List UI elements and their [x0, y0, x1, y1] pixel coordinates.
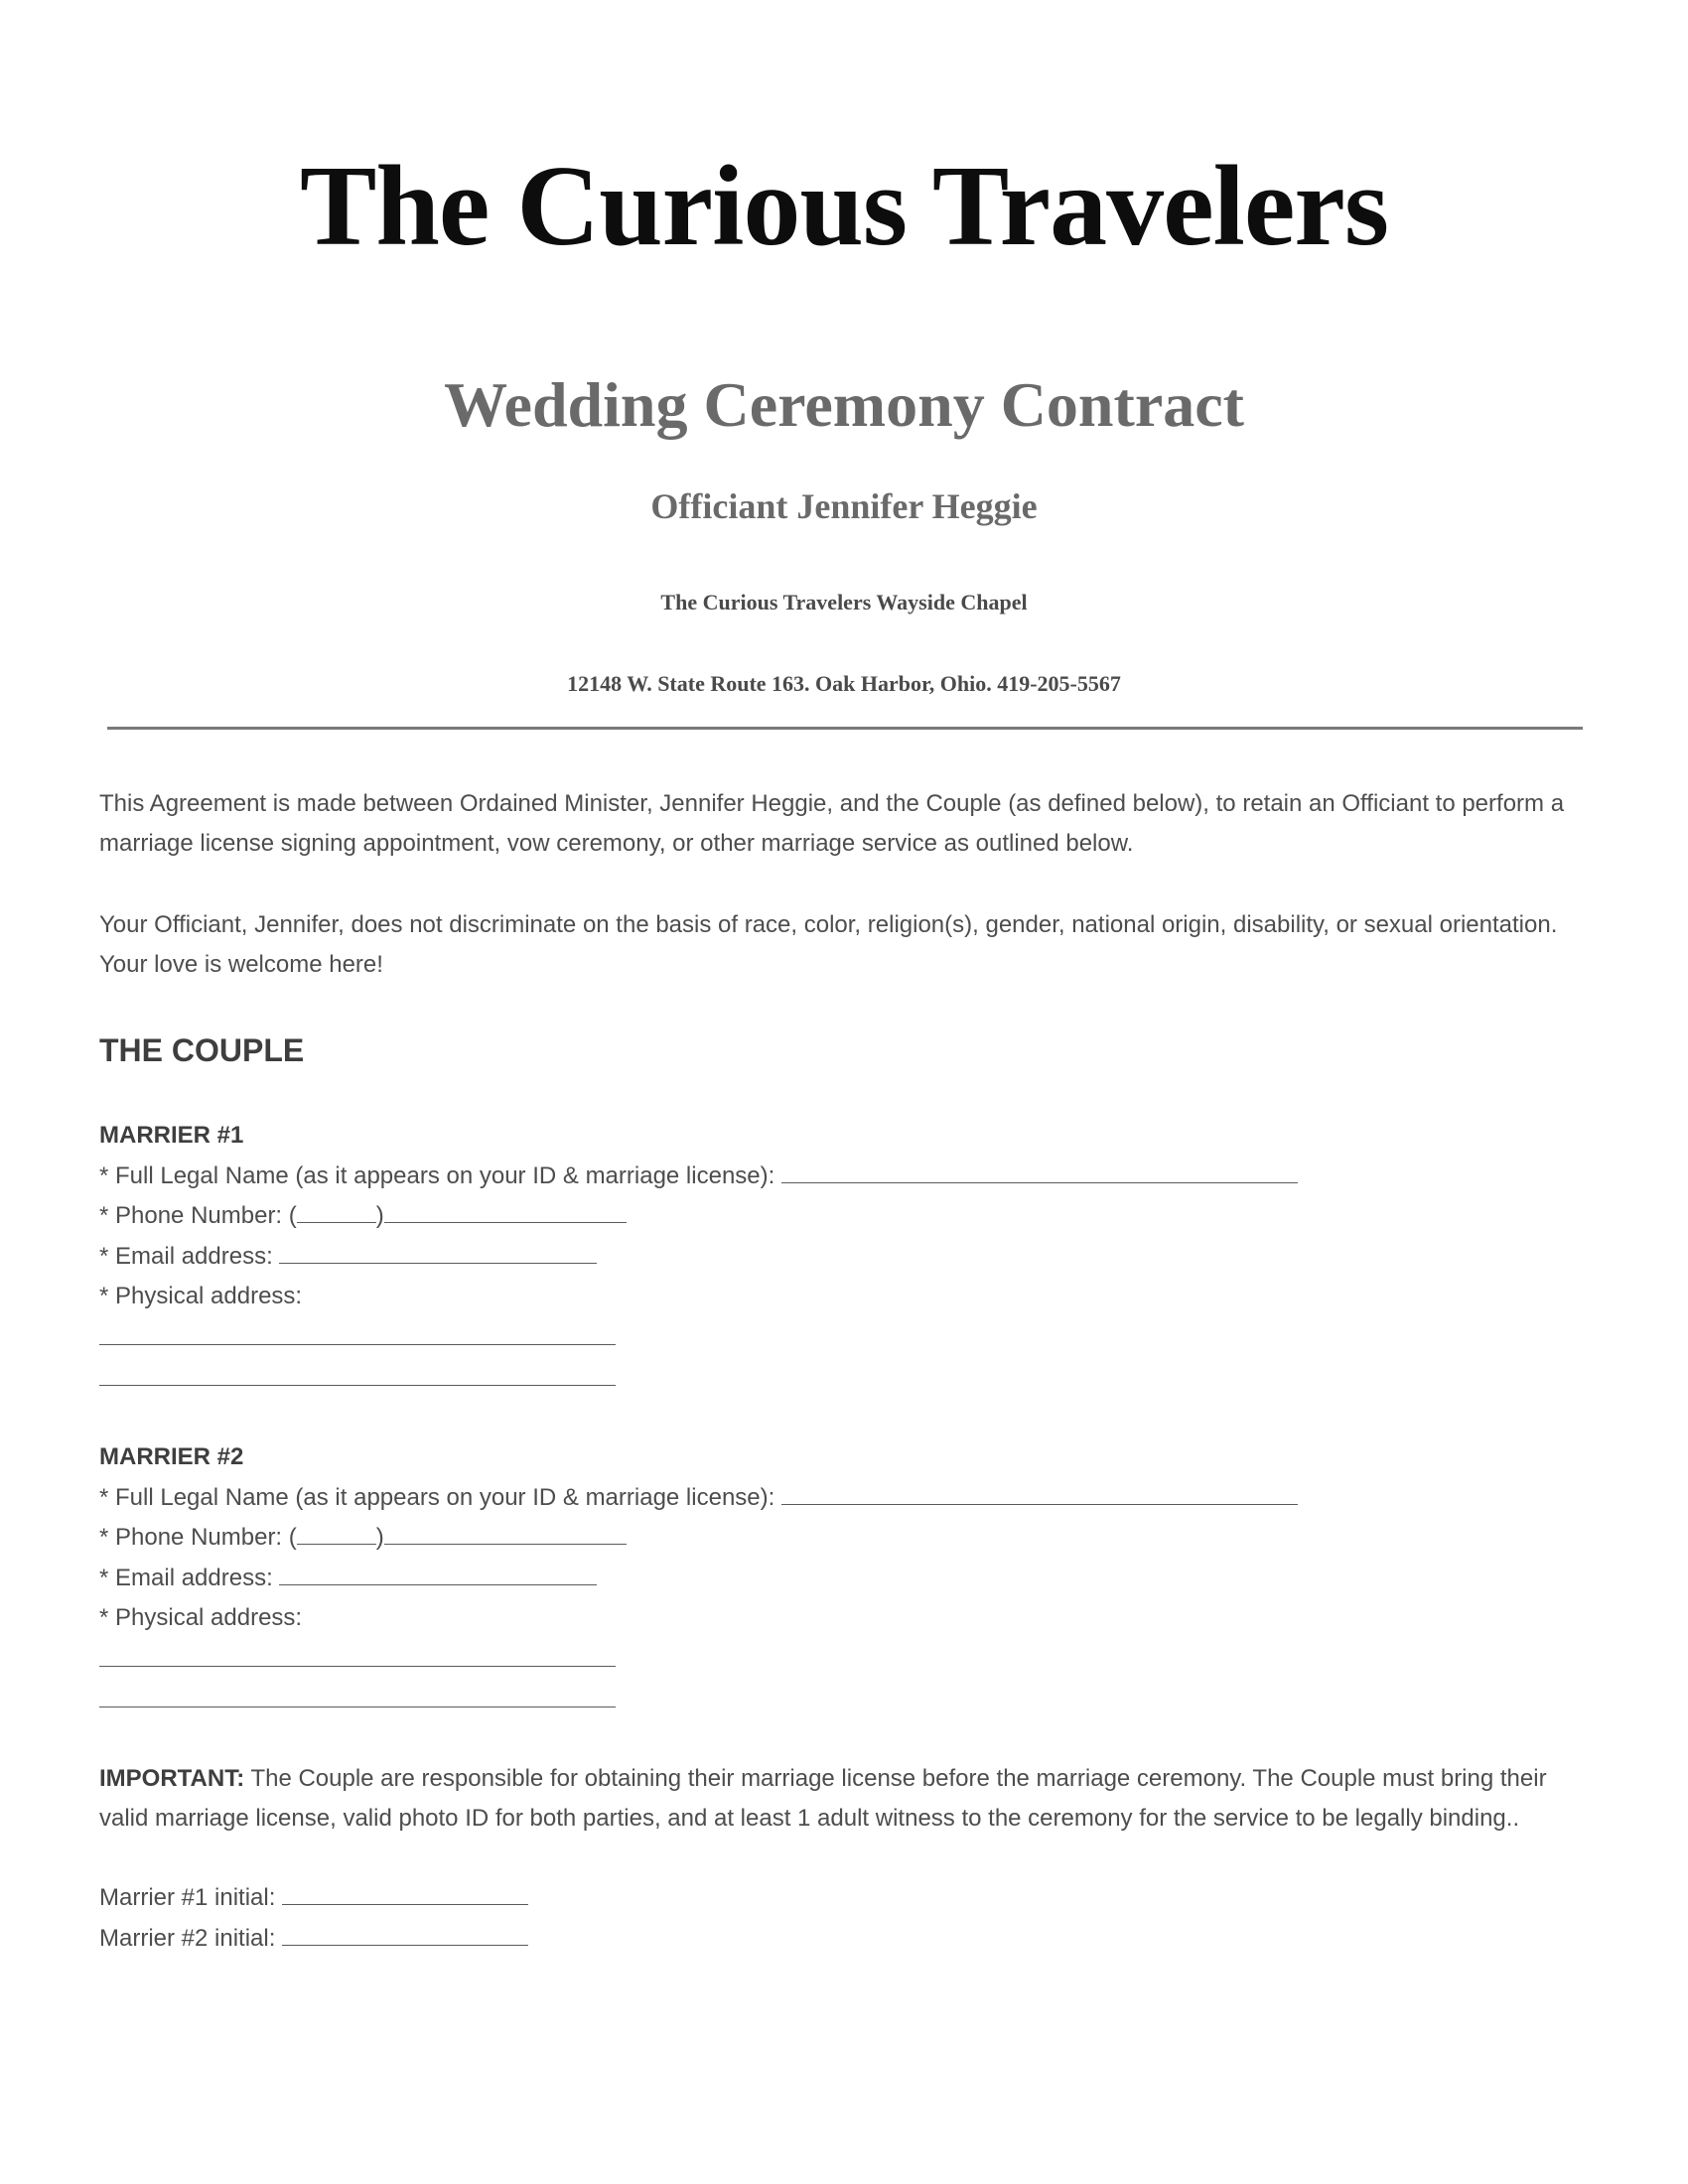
- marrier-2-email-field[interactable]: [279, 1563, 597, 1585]
- marrier-2-phone-field[interactable]: [384, 1522, 627, 1545]
- full-name-label: * Full Legal Name (as it appears on your ID & marriage license):: [99, 1161, 775, 1189]
- marrier-1-initial-label: Marrier #1 initial:: [99, 1884, 276, 1911]
- email-label: * Email address:: [99, 1564, 273, 1591]
- phone-label: * Phone Number: (: [99, 1524, 297, 1551]
- marrier-1-name-row: [99, 1157, 1589, 1197]
- marrier-1-address-line-1[interactable]: [99, 1317, 616, 1345]
- marrier-1-section: [99, 1116, 1589, 1400]
- marrier-2-address-line-2[interactable]: [99, 1680, 616, 1707]
- marrier-2-full-name-field[interactable]: [781, 1482, 1298, 1505]
- important-notice: [99, 1759, 1589, 1839]
- marrier-1-label: MARRIER #1: [99, 1122, 244, 1149]
- marrier-1-initial-row: [99, 1878, 528, 1919]
- marrier-1-initial-field[interactable]: [282, 1882, 528, 1905]
- important-text: The Couple are responsible for obtaining their marriage license before the marriage ceremony. The Couple must bring their valid marriage license, valid photo ID for both parties, and at least 1 adult witness to the ceremony for the service to be legally binding..: [99, 1765, 1547, 1832]
- important-label: IMPORTANT:: [99, 1765, 245, 1792]
- marrier-1-phone-field[interactable]: [384, 1200, 627, 1223]
- section-heading-couple: THE COUPLE: [99, 1032, 305, 1068]
- marrier-2-name-row: [99, 1478, 1589, 1519]
- marrier-2-phone-row: [99, 1518, 1589, 1559]
- officiant-name: Officiant Jennifer Heggie: [650, 486, 1038, 526]
- marrier-1-email-row: [99, 1237, 1589, 1278]
- marrier-1-full-name-field[interactable]: [781, 1160, 1298, 1183]
- marrier-1-phone-row: [99, 1196, 1589, 1237]
- agreement-paragraph: This Agreement is made between Ordained Minister, Jennifer Heggie, and the Couple (as defined below), to retain an Officiant to perform a marriage license signing appointment, vow ceremony, or other marriage service as outlined below.: [99, 790, 1565, 857]
- marrier-2-label: MARRIER #2: [99, 1443, 244, 1470]
- marrier-1-email-field[interactable]: [279, 1241, 597, 1264]
- chapel-address: 12148 W. State Route 163. Oak Harbor, Ohio. 419-205-5567: [567, 671, 1121, 696]
- initials-section: [99, 1878, 528, 1959]
- nondiscrimination-paragraph: Your Officiant, Jennifer, does not discriminate on the basis of race, color, religion(s), gender, national origin, disability, or sexual orientation. Your love is welcome here!: [99, 911, 1558, 978]
- marrier-2-physical-row: * Physical address:: [99, 1604, 303, 1631]
- marrier-2-initial-label: Marrier #2 initial:: [99, 1924, 276, 1952]
- marrier-2-initial-row: [99, 1919, 528, 1960]
- marrier-2-area-code-field[interactable]: [297, 1522, 376, 1545]
- phone-paren: ): [375, 1202, 384, 1229]
- header-divider: [107, 727, 1583, 730]
- marrier-2-initial-field[interactable]: [282, 1923, 528, 1946]
- marrier-1-area-code-field[interactable]: [297, 1200, 376, 1223]
- document-title: The Curious Travelers: [299, 143, 1388, 270]
- marrier-2-address-line-1[interactable]: [99, 1639, 616, 1667]
- phone-label: * Phone Number: (: [99, 1202, 297, 1229]
- chapel-name: The Curious Travelers Wayside Chapel: [660, 590, 1028, 614]
- marrier-1-address-line-2[interactable]: [99, 1358, 616, 1386]
- marrier-2-email-row: [99, 1559, 1589, 1599]
- contract-title: Wedding Ceremony Contract: [444, 369, 1244, 440]
- phone-paren: ): [375, 1524, 384, 1551]
- full-name-label: * Full Legal Name (as it appears on your ID & marriage license):: [99, 1483, 775, 1511]
- marrier-2-section: [99, 1437, 1589, 1721]
- email-label: * Email address:: [99, 1242, 273, 1270]
- marrier-1-physical-row: * Physical address:: [99, 1283, 303, 1309]
